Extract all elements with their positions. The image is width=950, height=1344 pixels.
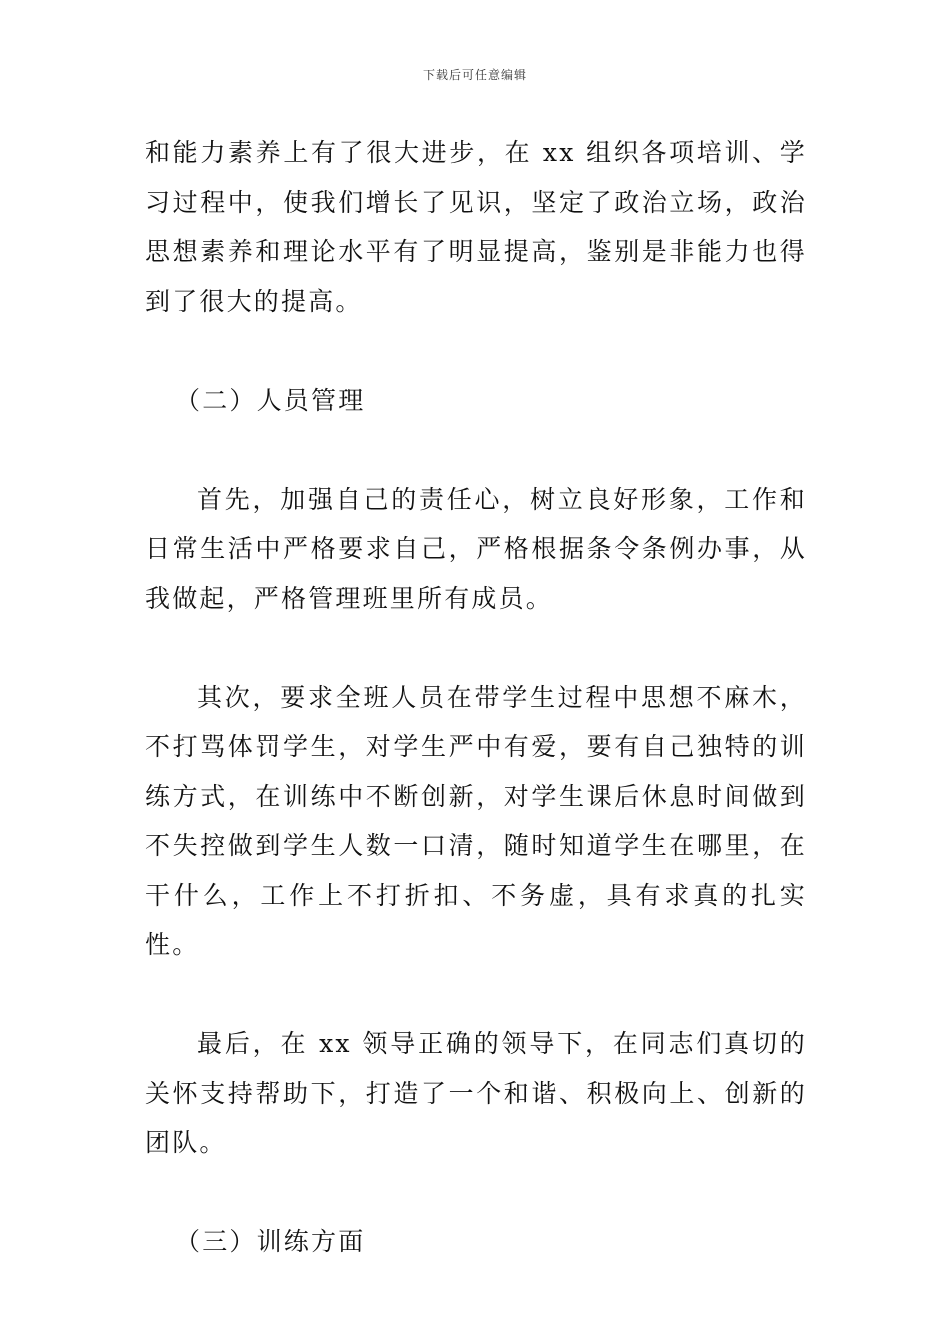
paragraph-first: 首先，加强自己的责任心，树立良好形象，工作和日常生活中严格要求自己，严格根据条令条例办事，从我做起，严格管理班里所有成员。 (145, 484, 807, 613)
paragraph-gap (145, 1168, 807, 1218)
paragraph-gap (145, 970, 807, 1020)
section-heading-personnel-management: （二）人员管理 (175, 385, 366, 415)
section-heading-training: （三）训练方面 (175, 1227, 366, 1256)
page-header-note: 下载后可任意编辑 (422, 68, 527, 82)
paragraph-second: 其次，要求全班人员在带学生过程中思想不麻木，不打骂体罚学生，对学生严中有爱，要有自己独特的训练方式，在训练中不断创新，对学生课后休息时间做到不失控做到学生人数一口清，随时知道学生在哪里，在干什么，工作上不打折扣、不务虚，具有求真的扎实性。 (145, 682, 807, 959)
document-body (145, 128, 807, 1267)
paragraph-finally: 最后，在 xx 领导正确的领导下，在同志们真切的关怀支持帮助下，打造了一个和谐、积极向上、创新的团队。 (145, 1029, 807, 1157)
paragraph-continuation: 和能力素养上有了很大进步，在 xx 组织各项培训、学习过程中，使我们增长了见识，坚定了政治立场，政治思想素养和理论水平有了明显提高，鉴别是非能力也得到了很大的提高。 (145, 138, 807, 316)
paragraph-gap (145, 623, 807, 673)
paragraph-gap (145, 425, 807, 475)
paragraph-gap (145, 326, 807, 376)
